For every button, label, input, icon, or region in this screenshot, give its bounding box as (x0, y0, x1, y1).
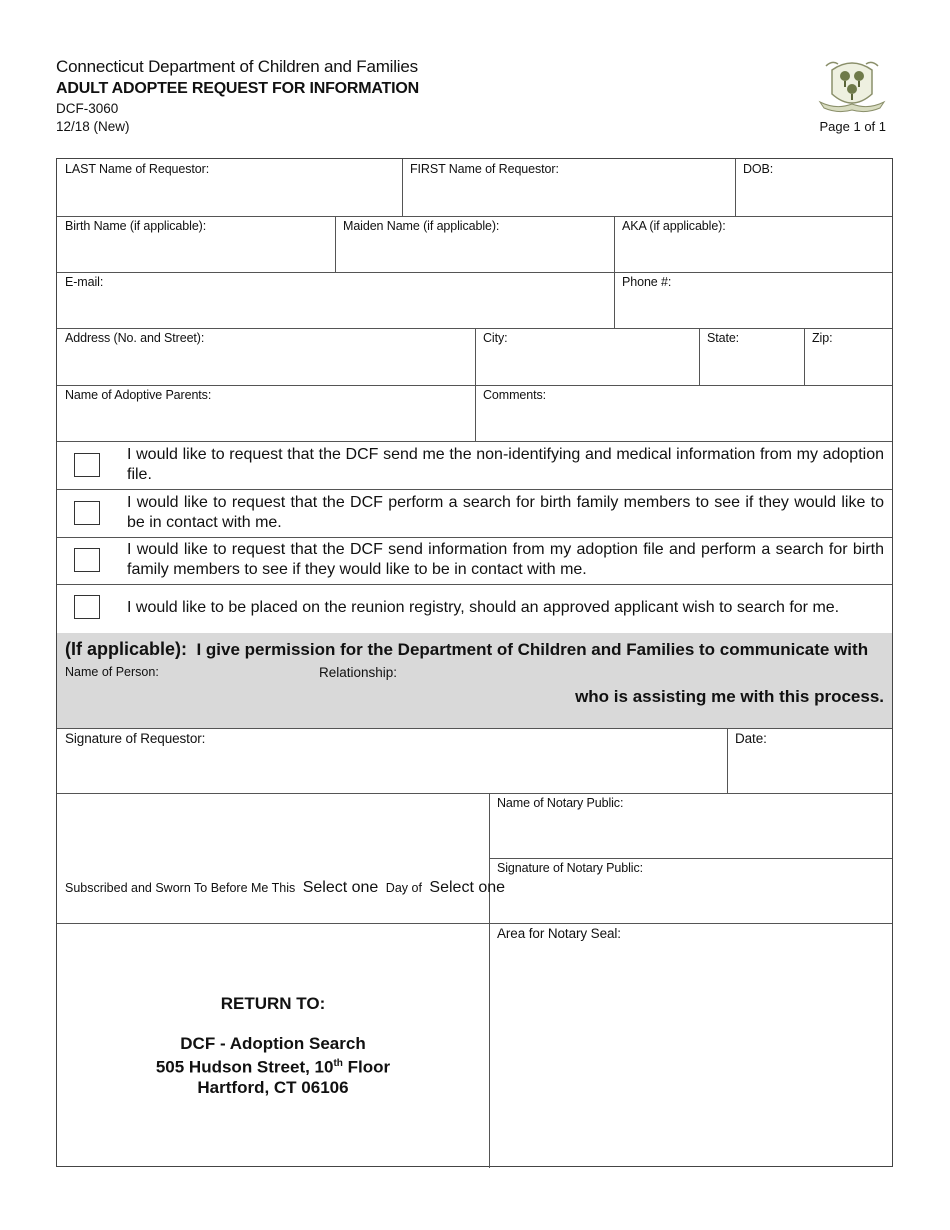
maiden-name-field[interactable] (335, 216, 614, 272)
return-line-3: Hartford, CT 06106 (197, 1077, 349, 1097)
return-address (57, 994, 489, 1098)
permission-lead: (If applicable): (65, 639, 188, 659)
phone-field[interactable] (614, 272, 892, 328)
requestor-signature-field[interactable] (57, 728, 727, 793)
first-name-label: FIRST Name of Requestor: (410, 162, 559, 176)
option-2-checkbox[interactable] (74, 501, 100, 525)
option-3-checkbox[interactable] (74, 548, 100, 572)
notary-seal-label: Area for Notary Seal: (497, 926, 621, 941)
first-name-field[interactable] (402, 159, 735, 216)
birth-name-label: Birth Name (if applicable): (65, 219, 207, 233)
state-label: State: (707, 331, 740, 345)
phone-label: Phone #: (622, 275, 672, 289)
comments-label: Comments: (483, 388, 547, 402)
option-2-text: I would like to request that the DCF perform a search for birth family members to see if they would like to be in contact with me. (127, 494, 884, 531)
option-row (57, 537, 892, 584)
address-label: Address (No. and Street): (65, 331, 205, 345)
option-row (57, 489, 892, 537)
option-1-checkbox[interactable] (74, 453, 100, 477)
request-form (56, 158, 893, 1167)
day-of-text: Day of (385, 881, 422, 895)
notary-name-field[interactable] (489, 793, 892, 858)
city-field[interactable] (475, 328, 699, 385)
person-name-label[interactable]: Name of Person: (65, 665, 159, 679)
option-4-checkbox[interactable] (74, 595, 100, 619)
address-field[interactable] (57, 328, 475, 385)
adoptive-parents-field[interactable] (57, 385, 475, 441)
city-label: City: (483, 331, 508, 345)
return-line-2 (57, 1054, 489, 1078)
permission-statement (65, 639, 868, 660)
form-number: DCF-3060 (56, 101, 119, 116)
comments-field[interactable] (475, 385, 892, 441)
return-line-2-sup: th (333, 1058, 343, 1069)
signature-date-field[interactable] (727, 728, 892, 793)
requestor-signature-label: Signature of Requestor: (65, 731, 206, 746)
sworn-statement (65, 879, 509, 897)
state-field[interactable] (699, 328, 804, 385)
adoptive-parents-label: Name of Adoptive Parents: (65, 388, 212, 402)
permission-section (57, 633, 892, 728)
permission-text: I give permission for the Department of Children and Families to communicate with (196, 640, 869, 659)
permission-tail: who is assisting me with this process. (575, 687, 884, 706)
return-heading: RETURN TO: (220, 994, 326, 1013)
agency-name: Connecticut Department of Children and Families (56, 57, 418, 76)
birth-name-field[interactable] (57, 216, 335, 272)
aka-field[interactable] (614, 216, 892, 272)
page-number: Page 1 of 1 (819, 119, 886, 134)
dob-label: DOB: (743, 162, 774, 176)
maiden-name-label: Maiden Name (if applicable): (343, 219, 500, 233)
relationship-label[interactable]: Relationship: (319, 665, 398, 680)
notary-name-label: Name of Notary Public: (497, 796, 624, 810)
email-field[interactable] (57, 272, 614, 328)
signature-date-label: Date: (735, 731, 767, 746)
form-revision: 12/18 (New) (56, 119, 130, 134)
last-name-field[interactable] (57, 159, 402, 216)
email-label: E-mail: (65, 275, 104, 289)
notary-signature-field[interactable] (489, 858, 892, 923)
option-4-text: I would like to be placed on the reunion registry, should an approved applicant wish to search for me. (127, 599, 840, 616)
option-row (57, 441, 892, 489)
return-line-2-post: Floor (342, 1057, 391, 1077)
notary-signature-label: Signature of Notary Public: (497, 861, 643, 875)
month-select[interactable]: Select one (429, 879, 506, 896)
last-name-label: LAST Name of Requestor: (65, 162, 210, 176)
dob-field[interactable] (735, 159, 892, 216)
form-title: ADULT ADOPTEE REQUEST FOR INFORMATION (56, 80, 419, 97)
aka-label: AKA (if applicable): (622, 219, 726, 233)
option-row (57, 584, 892, 633)
option-1-text: I would like to request that the DCF send me the non-identifying and medical information from my adoption file. (127, 446, 884, 483)
zip-label: Zip: (812, 331, 833, 345)
day-select[interactable]: Select one (302, 879, 379, 896)
return-line-2-pre: 505 Hudson Street, 10 (155, 1057, 334, 1077)
option-3-text: I would like to request that the DCF send information from my adoption file and perform a search for birth family members to see if they would like to be in contact with me. (127, 541, 884, 578)
notary-seal-area (489, 923, 892, 1168)
sworn-text: Subscribed and Sworn To Before Me This (65, 881, 296, 895)
state-seal-icon (818, 56, 886, 118)
zip-field[interactable] (804, 328, 892, 385)
return-line-1: DCF - Adoption Search (180, 1034, 366, 1053)
